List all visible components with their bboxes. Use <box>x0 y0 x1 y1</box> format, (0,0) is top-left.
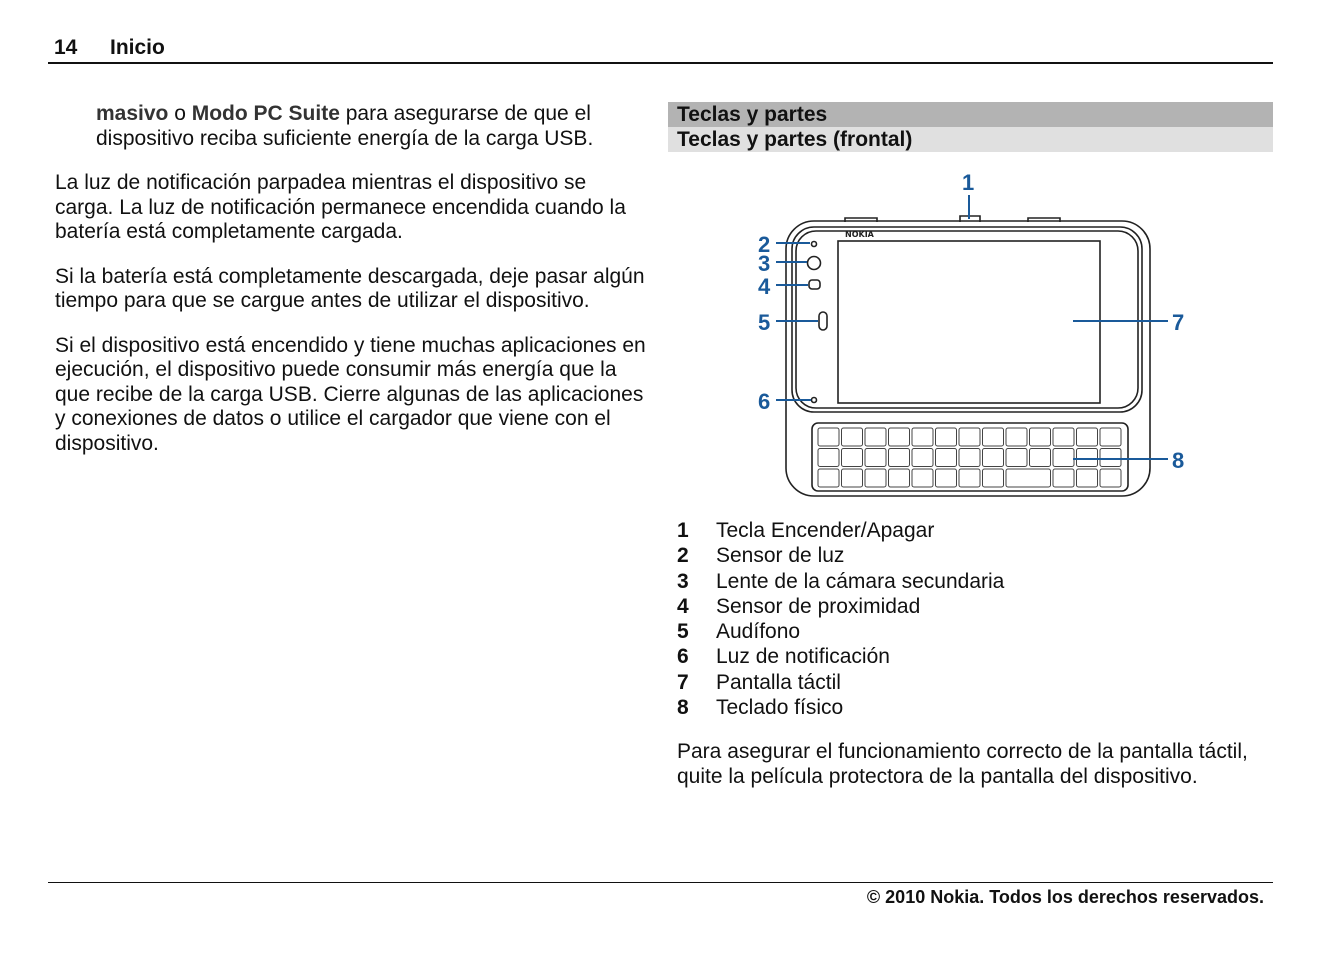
keyboard-key <box>818 449 839 467</box>
keyboard-key <box>1077 469 1098 487</box>
keyboard-key <box>936 449 957 467</box>
keyboard-key <box>1100 469 1121 487</box>
legend-item <box>677 543 1277 568</box>
keyboard-key <box>959 469 980 487</box>
page-footer <box>48 882 1273 907</box>
callout-2: 2 <box>758 232 771 257</box>
paragraph-usb-mode <box>55 102 650 151</box>
paragraph-notification-light: La luz de notificación parpadea mientras el dispositivo se carga. La luz de notificación permanece encendida cuando la batería está completamente cargada. <box>55 171 626 243</box>
keyboard-key <box>842 469 863 487</box>
legend-label: Pantalla táctil <box>716 670 841 694</box>
keyboard-key <box>959 428 980 446</box>
keyboard-key <box>936 428 957 446</box>
paragraph-battery-empty: Si la batería está completamente descargada, deje pasar algún tiempo para que se cargue antes de utilizar el dispositivo. <box>55 264 645 312</box>
page-number: 14 <box>54 36 78 59</box>
protective-film-note: Para asegurar el funcionamiento correcto de la pantalla táctil, quite la película protectora de la pantalla del dispositivo. <box>677 740 1248 788</box>
callout-5: 5 <box>758 310 771 335</box>
keyboard-key <box>912 449 933 467</box>
legend-label: Lente de la cámara secundaria <box>716 569 1005 593</box>
keyboard-key <box>865 428 886 446</box>
callout-8: 8 <box>1172 448 1185 473</box>
left-column <box>55 102 650 476</box>
legend-item <box>677 619 1277 644</box>
brand-logo: NOKIA <box>845 230 874 239</box>
keyboard-key <box>818 469 839 487</box>
legend-item <box>677 644 1277 669</box>
keyboard-key <box>1030 449 1051 467</box>
keyboard-key <box>842 449 863 467</box>
keyboard-key <box>912 428 933 446</box>
legend-number: 4 <box>677 594 689 618</box>
callout-1: 1 <box>962 170 975 195</box>
copyright: © 2010 Nokia. Todos los derechos reservados. <box>866 887 1264 907</box>
section-heading: Teclas y partes <box>668 102 1273 127</box>
callout-6: 6 <box>758 389 771 414</box>
term-masivo: masivo <box>96 102 169 125</box>
legend-item <box>677 695 1277 720</box>
keyboard-key <box>889 449 910 467</box>
legend-number: 7 <box>677 670 689 694</box>
keyboard-key <box>1077 428 1098 446</box>
legend-label: Audífono <box>716 620 801 644</box>
legend-label: Tecla Encender/Apagar <box>716 519 935 542</box>
keyboard-key <box>959 449 980 467</box>
device-diagram <box>740 165 1200 505</box>
legend-number: 1 <box>677 519 689 542</box>
device-illustration <box>740 165 1200 505</box>
legend-item <box>677 670 1277 695</box>
legend-label: Luz de notificación <box>716 645 890 669</box>
keyboard-key <box>1077 449 1098 467</box>
keyboard-key <box>983 449 1004 467</box>
legend-number: 8 <box>677 696 689 720</box>
legend-label: Teclado físico <box>716 696 844 720</box>
keyboard-key <box>889 428 910 446</box>
keyboard-key <box>818 428 839 446</box>
section-subheading: Teclas y partes (frontal) <box>668 127 1273 152</box>
legend-number: 2 <box>677 544 689 568</box>
keyboard-key <box>1053 449 1074 467</box>
callout-7: 7 <box>1172 310 1185 335</box>
legend-item <box>677 518 1277 543</box>
keyboard-space-key <box>1006 469 1051 487</box>
keyboard-key <box>912 469 933 487</box>
keyboard-key <box>865 469 886 487</box>
term-pc-suite: Modo PC Suite <box>191 102 340 125</box>
legend-number: 3 <box>677 569 689 593</box>
legend-label: Sensor de proximidad <box>716 594 921 618</box>
legend-item <box>677 594 1277 619</box>
keyboard-key <box>1006 449 1027 467</box>
page-header <box>48 34 1273 64</box>
paragraph-power-consumption: Si el dispositivo está encendido y tiene muchas aplicaciones en ejecución, el dispositivo puede consumir más energía que la que recibe de la carga USB. Cierre algunas de las aplicaciones y conexiones de datos o utilice el cargador que viene con el dispositivo. <box>55 333 646 455</box>
text-connector: o <box>168 102 192 125</box>
keyboard-key <box>983 428 1004 446</box>
legend-item <box>677 569 1277 594</box>
legend-number: 5 <box>677 620 689 644</box>
callout-4: 4 <box>758 274 771 299</box>
parts-legend <box>677 518 1277 720</box>
keyboard-key <box>936 469 957 487</box>
keyboard-key <box>865 449 886 467</box>
keyboard-key <box>1053 469 1074 487</box>
legend-label: Sensor de luz <box>716 544 845 568</box>
keyboard-key <box>1053 428 1074 446</box>
keyboard-key <box>1100 449 1121 467</box>
keyboard-key <box>1006 428 1027 446</box>
text-rest: para asegurarse de que el dispositivo reciba suficiente energía de la carga USB. <box>96 102 594 150</box>
keyboard-key <box>1100 428 1121 446</box>
section-title: Inicio <box>110 36 165 59</box>
keyboard-key <box>1030 428 1051 446</box>
keyboard-key <box>842 428 863 446</box>
keyboard-key <box>983 469 1004 487</box>
callout-3: 3 <box>758 251 771 276</box>
keyboard-key <box>889 469 910 487</box>
legend-number: 6 <box>677 645 689 669</box>
right-column <box>668 102 1273 152</box>
